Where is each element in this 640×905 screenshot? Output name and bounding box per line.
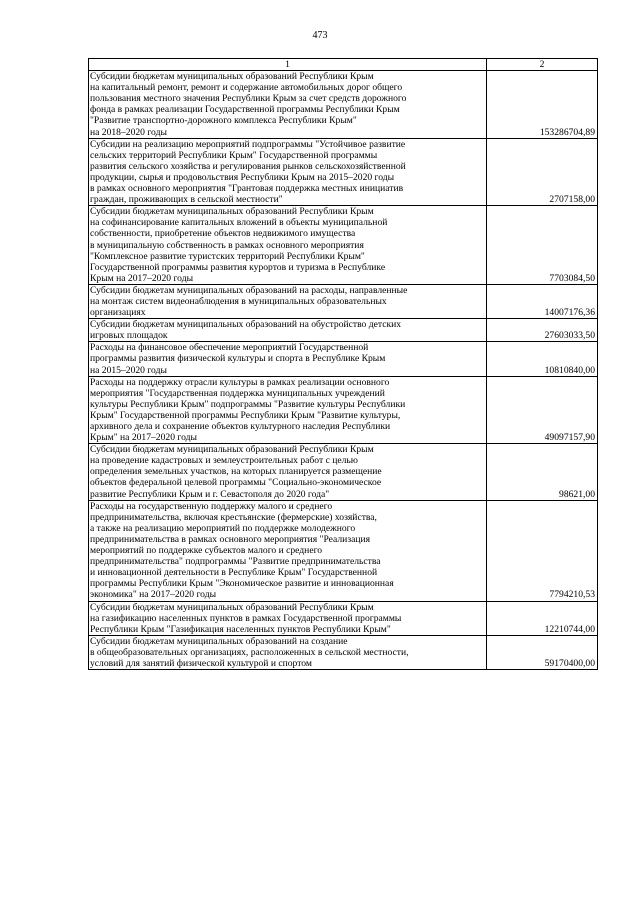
description-line: Крым на 2017–2020 годы <box>90 272 194 284</box>
description-line: Субсидии бюджетам муниципальных образований на создание <box>90 635 348 647</box>
row-description <box>89 500 487 601</box>
description-line: Субсидии бюджетам муниципальных образований Республики Крым <box>90 206 374 218</box>
description-line: Расходы на финансовое обеспечение мероприятий Государственной <box>90 342 369 354</box>
description-line: организациях <box>90 307 146 319</box>
row-description <box>89 284 487 318</box>
page-number: 473 <box>312 30 328 41</box>
description-line: архивного дела и сохранение объектов культурного наследия Республики <box>90 421 391 432</box>
description-line: на 2015–2020 годы <box>90 364 167 376</box>
row-amount: 14007176,36 <box>487 284 598 318</box>
table-row <box>89 500 598 601</box>
description-line: в муниципальную собственность в рамках основного мероприятия <box>90 239 364 251</box>
description-line: Субсидии бюджетам муниципальных образований на расходы, направленные <box>90 284 408 296</box>
row-description <box>89 206 487 285</box>
description-line: условий для занятий физической культурой и спортом <box>90 657 312 669</box>
row-description <box>89 601 487 635</box>
description-line: Республики Крым "Газификация населенных пунктов Республики Крым" <box>90 623 391 635</box>
description-line: на капитальный ремонт, ремонт и содержание автомобильных дорог общего <box>90 82 403 94</box>
table-row <box>89 601 598 635</box>
table-row <box>89 206 598 285</box>
row-amount: 2707158,00 <box>487 138 598 206</box>
table-row <box>89 444 598 500</box>
description-line: мероприятий по поддержке субъектов малого и среднего <box>90 545 323 557</box>
description-line: Субсидии бюджетам муниципальных образований Республики Крым <box>90 444 374 456</box>
row-description <box>89 71 487 139</box>
description-line: мероприятия "Государственная поддержка муниципальных учреждений <box>90 387 385 399</box>
description-line: сельских территорий Республики Крым" Государственной программы <box>90 149 378 161</box>
description-line: развития сельского хозяйства и регулирования рынков сельскохозяйственной <box>90 160 406 172</box>
description-line: а также на реализацию мероприятий по поддержке молодежного <box>90 522 356 534</box>
description-line: граждан, проживающих в сельской местности" <box>90 194 283 206</box>
description-line: Расходы на поддержку отрасли культуры в рамках реализации основного <box>90 376 390 388</box>
row-amount: 27603033,50 <box>487 319 598 342</box>
description-line: продукции, сырья и продовольствия Республики Крым на 2015–2020 годы <box>90 171 395 183</box>
description-line: предпринимательства в рамках основного мероприятия "Реализация <box>90 533 371 545</box>
description-line: фонда в рамках реализации Государственной программы Республики Крым <box>90 104 400 116</box>
table-row <box>89 342 598 376</box>
description-line: программы развития физической культуры и спорта в Республике Крым <box>90 353 386 365</box>
row-amount: 10810840,00 <box>487 342 598 376</box>
table-row <box>89 138 598 206</box>
table-body <box>89 71 598 670</box>
row-amount: 7794210,53 <box>487 500 598 601</box>
row-description <box>89 138 487 206</box>
description-line: Субсидии бюджетам муниципальных образований Республики Крым <box>90 601 374 613</box>
budget-table <box>88 58 598 670</box>
description-line: игровых площадок <box>90 330 168 342</box>
description-line: объектов федеральной целевой программы "Социально-экономическое <box>90 477 382 489</box>
row-amount: 98621,00 <box>487 444 598 500</box>
row-description <box>89 444 487 500</box>
description-line: "Развитие транспортно-дорожного комплекса Республики Крым" <box>90 115 357 127</box>
table-row <box>89 319 598 342</box>
description-line: Крым" Государственной программы Республики Крым "Развитие культуры, <box>90 409 401 421</box>
description-line: на газификацию населенных пунктов в рамках Государственной программы <box>90 612 402 624</box>
row-amount: 7703084,50 <box>487 206 598 285</box>
description-line: Крым" на 2017–2020 годы <box>90 432 197 444</box>
row-description <box>89 319 487 342</box>
description-line: программы Республики Крым "Экономическое развитие и инновационная <box>90 578 394 590</box>
table-row <box>89 71 598 139</box>
description-line: Расходы на государственную поддержку малого и среднего <box>90 500 333 512</box>
description-line: и инновационной деятельности в Республике Крым" Государственной <box>90 567 378 579</box>
row-description <box>89 635 487 669</box>
description-line: собственности, приобретение объектов недвижимого имущества <box>90 228 356 240</box>
table-row <box>89 284 598 318</box>
description-line: развитие Республики Крым и г. Севастополя до 2020 года" <box>90 488 330 500</box>
description-line: "Комплексное развитие туристских территорий Республики Крым" <box>90 250 365 262</box>
row-description <box>89 376 487 444</box>
row-amount: 153286704,89 <box>487 71 598 139</box>
description-line: культуры Республики Крым" подпрограммы "Развитие культуры Республики <box>90 398 406 410</box>
description-line: предпринимательства, включая крестьянские (фермерские) хозяйства, <box>90 511 377 523</box>
description-line: в общеобразовательных организациях, расположенных в сельской местности, <box>90 646 409 658</box>
row-amount: 59170400,00 <box>487 635 598 669</box>
row-amount: 49097157,90 <box>487 376 598 444</box>
description-line: на софинансирование капитальных вложений в объекты муниципальной <box>90 217 388 229</box>
column-header-1: 1 <box>89 59 487 71</box>
description-line: на 2018–2020 годы <box>90 126 167 138</box>
table-row <box>89 376 598 444</box>
description-line: предпринимательства" подпрограммы "Развитие предпринимательства <box>90 556 381 568</box>
column-header-2: 2 <box>487 59 598 71</box>
description-line: на проведение кадастровых и землеустроительных работ с целью <box>90 455 358 467</box>
description-line: пользования местного значения Республики Крым за счет средств дорожного <box>90 93 407 105</box>
description-line: Государственной программы развития курортов и туризма в Республике <box>90 261 386 273</box>
description-line: Субсидии бюджетам муниципальных образований Республики Крым <box>90 71 374 83</box>
description-line: Субсидии бюджетам муниципальных образований на обустройство детских <box>90 319 402 331</box>
description-line: в рамках основного мероприятия "Грантовая поддержка местных инициатив <box>90 183 404 195</box>
column-number-row <box>89 59 598 71</box>
description-line: определения земельных участков, на которых планируется размещение <box>90 466 382 478</box>
table-row <box>89 635 598 669</box>
row-description <box>89 342 487 376</box>
description-line: экономика" на 2017–2020 годы <box>90 589 217 601</box>
description-line: Субсидии на реализацию мероприятий подпрограммы "Устойчивое развитие <box>90 138 406 150</box>
description-line: на монтаж систем видеонаблюдения в муниципальных образовательных <box>90 295 387 307</box>
row-amount: 12210744,00 <box>487 601 598 635</box>
